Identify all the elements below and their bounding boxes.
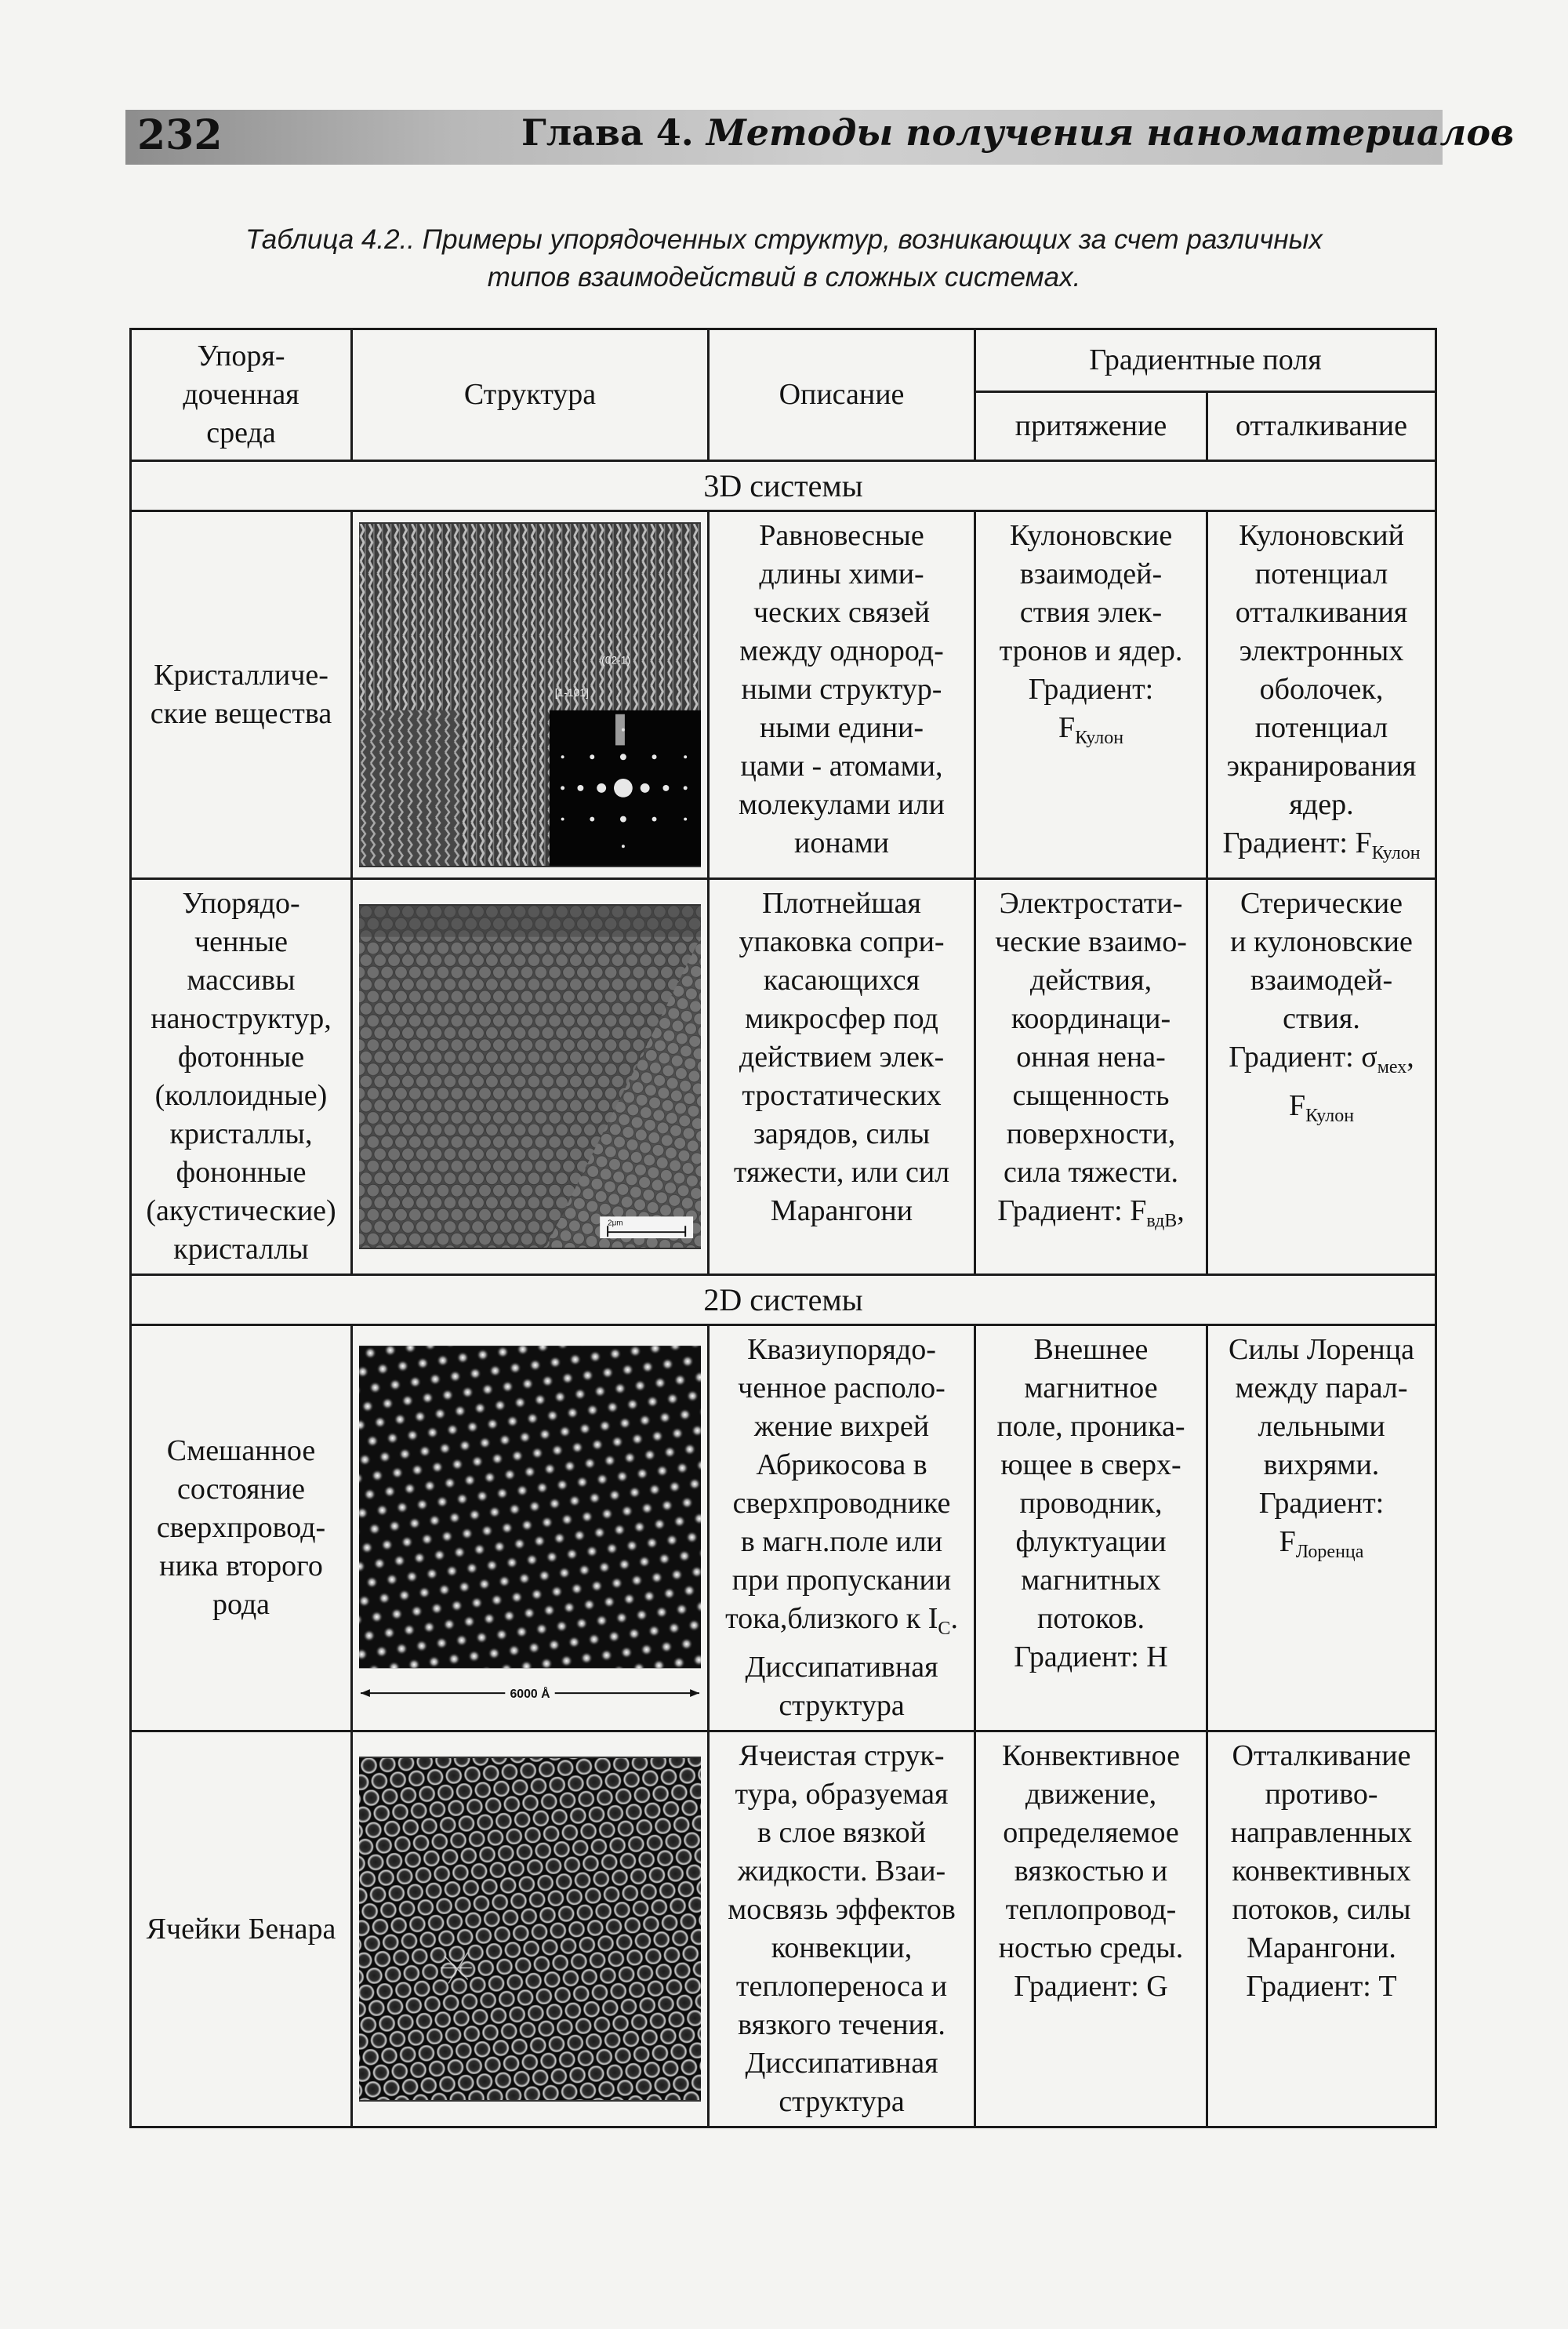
abrikosov-vortex-lattice-image [359,1344,701,1713]
structure-cell [352,879,709,1275]
structure-cell [352,1325,709,1731]
section-title: 2D системы [131,1275,1436,1325]
description-cell: Плотнейшая упаковка сопри- касающихся микросфер под действием элек- тростатических зарядов, силы тяжести, или сил Марангони [709,879,975,1275]
description-cell: Квазиупорядо- ченное располо- жение вихрей Абрикосова в сверхпроводнике в магн.поле или при пропускании тока,близкого к $I_C$. Диссипативная структура [709,1325,975,1731]
header-description: Описание [709,329,975,461]
description-cell: Равновесные длины хими- ческих связей между однород- ными структур- ными едини- цами - атомами, молекулами или ионами [709,511,975,879]
header-medium: Упоря- доченная среда [131,329,352,461]
repulsion-cell: Кулоновский потенциал отталкивания электронных оболочек, потенциал экранирования ядер. Градиент: $F_{Кулон}$ [1207,511,1436,879]
section-title: 3D системы [131,461,1436,511]
running-head [521,111,1515,154]
tem-label-plane: (02-1) [601,653,631,667]
formula: Градиент: $\sigma_{мех}$, [1229,1041,1414,1077]
description-cell: Ячеистая струк- тура, образуемая в слое вязкой жидкости. Взаи- мосвязь эффектов конвекции, теплопереноса и вязкого течения. Диссипативная структура [709,1731,975,2127]
medium-cell: Смешанное состояние сверхпровод- ника второго рода [131,1325,352,1731]
chapter-label: Глава 4. [521,111,694,154]
table-row [131,511,1436,879]
header-attraction: притяжение [975,392,1207,461]
benard-cells-image [359,1757,701,2102]
header-row [131,329,1436,392]
header-gradient-fields: Градиентные поля [975,329,1436,392]
medium-cell: Кристалличе- ские вещества [131,511,352,879]
scale-label: 6000 Å [510,1687,550,1701]
attraction-cell: Внешнее магнитное поле, проника- ющее в сверх- проводник, флуктуации магнитных потоков. Градиент: H [975,1325,1207,1731]
repulsion-cell: Отталкивание противо- направленных конвективных потоков, силы Марангони. Градиент: T [1207,1731,1436,2127]
caption-line-1: Таблица 4.2.. Примеры упорядоченных структур, возникающих за счет различных [245,224,1323,255]
medium-cell: Упорядо- ченные массивы наноструктур, фотонные (коллоидные) кристаллы, фононные (акустические) кристаллы [131,879,352,1275]
table-row [131,879,1436,1275]
scale-bar-label: 2μm [608,1219,623,1228]
caption-line-2: типов взаимодействий в сложных системах. [487,262,1081,292]
formula: Градиент: $F_{вдВ}$, [997,1194,1185,1231]
crystal-lattice-tem-image [359,522,701,867]
section-row-3d [131,461,1436,511]
formula: тока,близкого к $I_C$. [725,1602,958,1639]
header-structure: Структура [352,329,709,461]
page-number: 232 [137,111,223,159]
formula: Градиент: $F_{Кулон}$ [1222,827,1421,863]
formula: $F_{Кулон}$ [1058,711,1124,748]
medium-cell: Ячейки Бенара [131,1731,352,2127]
attraction-cell: Кулоновские взаимодей- ствия элек- тронов и ядер. Градиент: $F_{Кулон}$ [975,511,1207,879]
table-caption [157,221,1411,296]
header-repulsion: отталкивание [1207,392,1436,461]
attraction-cell: Электростати- ческие взаимо- действия, координаци- онная нена- сыщенность поверхности, сила тяжести. Градиент: $F_{вдВ}$, [975,879,1207,1275]
tem-label-direction: [1-101] [554,685,589,699]
colloidal-crystal-sem-image [359,904,701,1249]
formula: $F_{Кулон}$ [1288,1089,1355,1126]
repulsion-cell: Стерические и кулоновские взаимодей- ствия. Градиент: $\sigma_{мех}$, $F_{Кулон}$ [1207,879,1436,1275]
formula: $F_{Лоренца}$ [1279,1525,1364,1562]
table-row [131,1325,1436,1731]
structure-cell [352,1731,709,2127]
table-row [131,1731,1436,2127]
structure-cell [352,511,709,879]
chapter-title: Методы получения наноматериалов [706,111,1515,154]
section-row-2d [131,1275,1436,1325]
repulsion-cell: Силы Лоренца между парал- лельными вихрями. Градиент: $F_{Лоренца}$ [1207,1325,1436,1731]
attraction-cell: Конвективное движение, определяемое вязкостью и теплопровод- ностью среды. Градиент: G [975,1731,1207,2127]
ordered-structures-table [129,328,1437,2128]
